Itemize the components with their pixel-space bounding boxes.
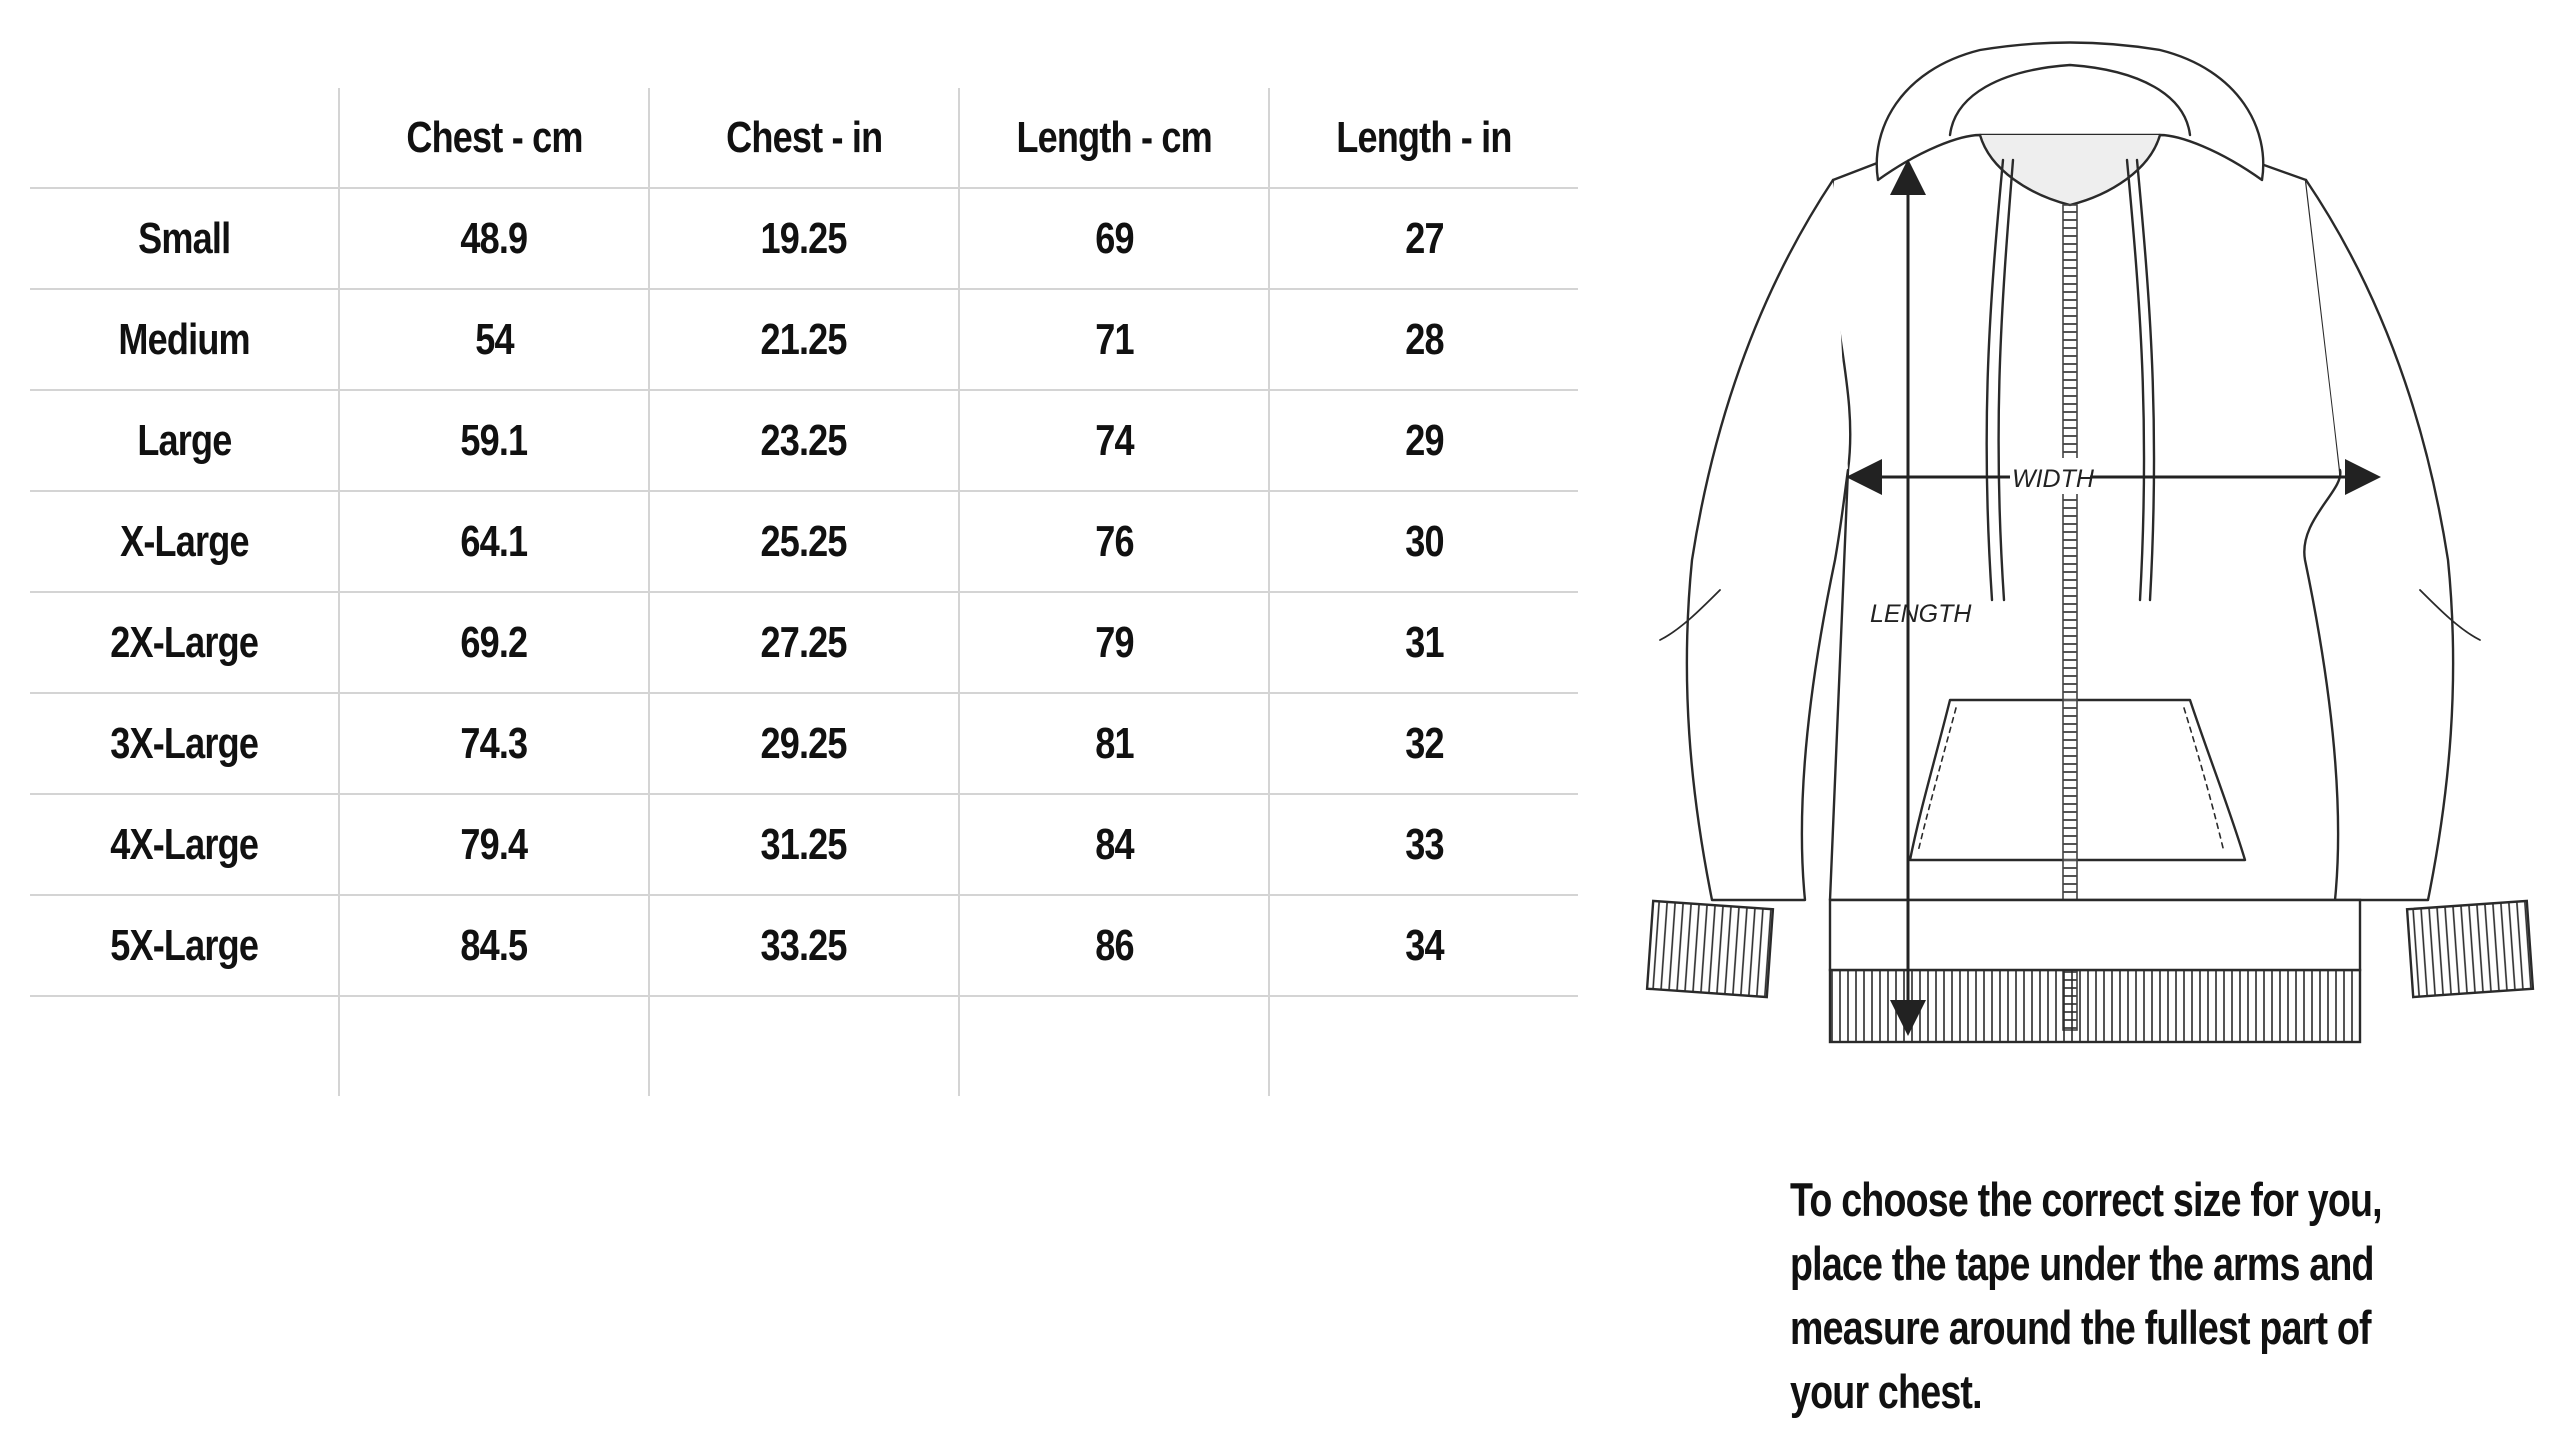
empty-cell xyxy=(959,996,1269,1096)
hoodie-right-cuff xyxy=(2407,901,2533,997)
size-cell: Large xyxy=(30,390,339,491)
length-in-cell: 31 xyxy=(1269,592,1578,693)
header-length-cm: Length - cm xyxy=(959,88,1269,188)
length-in-cell: 29 xyxy=(1269,390,1578,491)
table-row-empty xyxy=(30,996,1578,1096)
measuring-instructions xyxy=(1790,1168,2510,1424)
header-chest-cm: Chest - cm xyxy=(339,88,649,188)
chest-cm-cell: 59.1 xyxy=(339,390,649,491)
chest-cm-cell: 48.9 xyxy=(339,188,649,289)
length-cm-cell: 81 xyxy=(959,693,1269,794)
length-in-cell: 33 xyxy=(1269,794,1578,895)
length-in-cell: 32 xyxy=(1269,693,1578,794)
length-cm-cell: 71 xyxy=(959,289,1269,390)
table-row xyxy=(30,188,1578,289)
size-chart-table xyxy=(30,88,1578,1096)
empty-cell xyxy=(649,996,959,1096)
length-label: LENGTH xyxy=(1870,600,1972,628)
size-cell: Small xyxy=(30,188,339,289)
chest-in-cell: 31.25 xyxy=(649,794,959,895)
chest-in-cell: 25.25 xyxy=(649,491,959,592)
chest-in-cell: 29.25 xyxy=(649,693,959,794)
table-row xyxy=(30,592,1578,693)
chest-cm-cell: 79.4 xyxy=(339,794,649,895)
chest-cm-cell: 84.5 xyxy=(339,895,649,996)
chest-in-cell: 21.25 xyxy=(649,289,959,390)
table-row xyxy=(30,693,1578,794)
empty-cell xyxy=(30,996,339,1096)
hoodie-left-sleeve xyxy=(1687,180,1848,900)
instruction-line: your chest. xyxy=(1790,1365,1982,1418)
length-in-cell: 30 xyxy=(1269,491,1578,592)
chest-in-cell: 33.25 xyxy=(649,895,959,996)
length-in-cell: 27 xyxy=(1269,188,1578,289)
chest-cm-cell: 64.1 xyxy=(339,491,649,592)
length-cm-cell: 86 xyxy=(959,895,1269,996)
empty-cell xyxy=(1269,996,1578,1096)
size-cell: 5X-Large xyxy=(30,895,339,996)
empty-cell xyxy=(339,996,649,1096)
table-row xyxy=(30,794,1578,895)
width-label: WIDTH xyxy=(2012,465,2094,493)
chest-cm-cell: 74.3 xyxy=(339,693,649,794)
hoodie-diagram-icon xyxy=(1620,40,2560,1060)
table-row xyxy=(30,895,1578,996)
length-cm-cell: 84 xyxy=(959,794,1269,895)
hoodie-left-cuff xyxy=(1647,901,1773,997)
length-in-cell: 28 xyxy=(1269,289,1578,390)
instruction-line: measure around the fullest part of xyxy=(1790,1301,2371,1354)
instruction-line: To choose the correct size for you, xyxy=(1790,1173,2382,1226)
length-cm-cell: 69 xyxy=(959,188,1269,289)
length-in-cell: 34 xyxy=(1269,895,1578,996)
header-length-in: Length - in xyxy=(1269,88,1578,188)
chest-cm-cell: 69.2 xyxy=(339,592,649,693)
size-cell: 3X-Large xyxy=(30,693,339,794)
chest-in-cell: 19.25 xyxy=(649,188,959,289)
size-cell: 4X-Large xyxy=(30,794,339,895)
size-cell: X-Large xyxy=(30,491,339,592)
table-row xyxy=(30,491,1578,592)
size-cell: 2X-Large xyxy=(30,592,339,693)
header-chest-in: Chest - in xyxy=(649,88,959,188)
instruction-line: place the tape under the arms and xyxy=(1790,1237,2374,1290)
chest-in-cell: 27.25 xyxy=(649,592,959,693)
length-cm-cell: 79 xyxy=(959,592,1269,693)
size-cell: Medium xyxy=(30,289,339,390)
table-row xyxy=(30,390,1578,491)
length-cm-cell: 76 xyxy=(959,491,1269,592)
table-row xyxy=(30,289,1578,390)
header-size xyxy=(30,88,339,188)
length-cm-cell: 74 xyxy=(959,390,1269,491)
chest-in-cell: 23.25 xyxy=(649,390,959,491)
table-header-row xyxy=(30,88,1578,188)
chest-cm-cell: 54 xyxy=(339,289,649,390)
